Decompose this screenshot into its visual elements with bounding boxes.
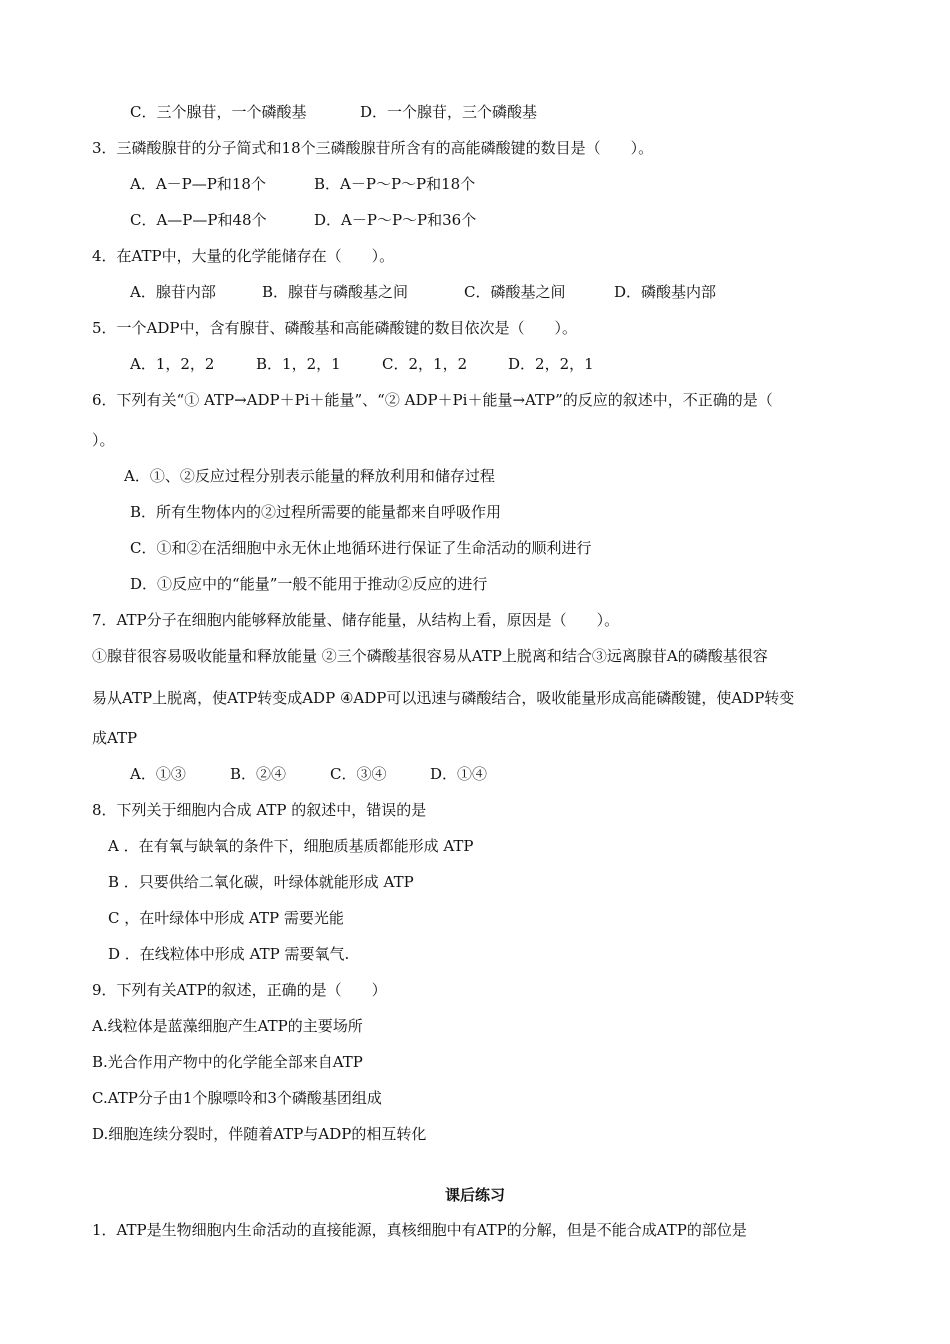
q5-option-a: A．1，2，2 (130, 355, 215, 373)
q7-body-line2: 易从ATP上脱离，使ATP转变成ADP ④ADP可以迅速与磷酸结合，吸收能量形成高能磷酸键，使ADP转变 (92, 689, 795, 707)
q3-option-c: C．A—P—P和48个 (130, 211, 267, 229)
q7-option-a: A．①③ (130, 765, 186, 783)
q9-option-c: C.ATP分子由1个腺嘌呤和3个磷酸基团组成 (92, 1089, 382, 1107)
q3-option-d: D．A－P～P～P和36个 (314, 211, 477, 229)
q6-option-a: A．①、②反应过程分别表示能量的释放利用和储存过程 (124, 467, 495, 485)
q8-stem: 8．下列关于细胞内合成 ATP 的叙述中，错误的是 (92, 801, 427, 819)
q6-stem-line1: 6．下列有关“① ATP→ADP＋Pi＋能量”、“② ADP＋Pi＋能量→ATP”的反应的叙述中，不正确的是（ (92, 391, 773, 409)
q3-stem: 3．三磷酸腺苷的分子简式和18个三磷酸腺苷所含有的高能磷酸键的数目是（ ）。 (92, 139, 654, 157)
q3-option-b: B．A－P～P～P和18个 (314, 175, 476, 193)
q9-option-a: A.线粒体是蓝藻细胞产生ATP的主要场所 (92, 1017, 363, 1035)
q6-option-c: C．①和②在活细胞中永无休止地循环进行保证了生命活动的顺利进行 (130, 539, 592, 557)
section-title: 课后练习 (444, 1186, 505, 1204)
q5-options (130, 354, 594, 374)
q4-stem: 4．在ATP中，大量的化学能储存在（ ）。 (92, 247, 395, 265)
q8-option-a: A ．在有氧与缺氧的条件下，细胞质基质都能形成 ATP (108, 837, 474, 855)
q8-option-c: C ，在叶绿体中形成 ATP 需要光能 (108, 909, 344, 927)
q7-body-line1: ①腺苷很容易吸收能量和释放能量 ②三个磷酸基很容易从ATP上脱离和结合③远离腺苷A的磷酸基很容 (92, 647, 768, 665)
q5-option-d: D．2，2，1 (508, 355, 594, 373)
q5-stem: 5．一个ADP中，含有腺苷、磷酸基和高能磷酸键的数目依次是（ ）。 (92, 319, 577, 337)
q4-option-a: A．腺苷内部 (130, 283, 216, 301)
q8-option-b: B ．只要供给二氧化碳，叶绿体就能形成 ATP (108, 873, 414, 891)
q6-stem-line2: ）。 (92, 431, 115, 449)
q6-option-d: D．①反应中的“能量”一般不能用于推动②反应的进行 (130, 575, 488, 593)
q4-option-b: B．腺苷与磷酸基之间 (262, 283, 409, 301)
q4-options (130, 282, 716, 302)
q2-options-cd (130, 102, 537, 122)
q7-body-line3: 成ATP (92, 729, 138, 747)
q8-option-d: D ．在线粒体中形成 ATP 需要氧气. (108, 945, 350, 963)
q4-option-d: D．磷酸基内部 (614, 283, 717, 301)
q7-stem: 7．ATP分子在细胞内能够释放能量、储存能量，从结构上看，原因是（ ）。 (92, 611, 620, 629)
q6-option-b: B．所有生物体内的②过程所需要的能量都来自呼吸作用 (130, 503, 502, 521)
q2-option-d: D．一个腺苷，三个磷酸基 (360, 103, 538, 121)
q7-option-c: C．③④ (330, 765, 387, 783)
q9-stem: 9．下列有关ATP的叙述，正确的是（ ） (92, 981, 387, 999)
q2-option-c: C．三个腺苷，一个磷酸基 (130, 103, 307, 121)
q5-option-b: B．1，2，1 (256, 355, 341, 373)
q4-option-c: C．磷酸基之间 (464, 283, 566, 301)
q3-options-row1 (130, 174, 475, 194)
q7-options (130, 764, 487, 784)
q7-option-d: D．①④ (430, 765, 488, 783)
q9-option-b: B.光合作用产物中的化学能全部来自ATP (92, 1053, 363, 1071)
q3-options-row2 (130, 210, 476, 230)
q7-option-b: B．②④ (230, 765, 287, 783)
after-q1-stem: 1．ATP是生物细胞内生命活动的直接能源，真核细胞中有ATP的分解，但是不能合成ATP的部位是 (92, 1221, 747, 1239)
q9-option-d: D.细胞连续分裂时，伴随着ATP与ADP的相互转化 (92, 1125, 427, 1143)
q5-option-c: C．2，1，2 (382, 355, 468, 373)
q3-option-a: A．A－P—P和18个 (130, 175, 266, 193)
